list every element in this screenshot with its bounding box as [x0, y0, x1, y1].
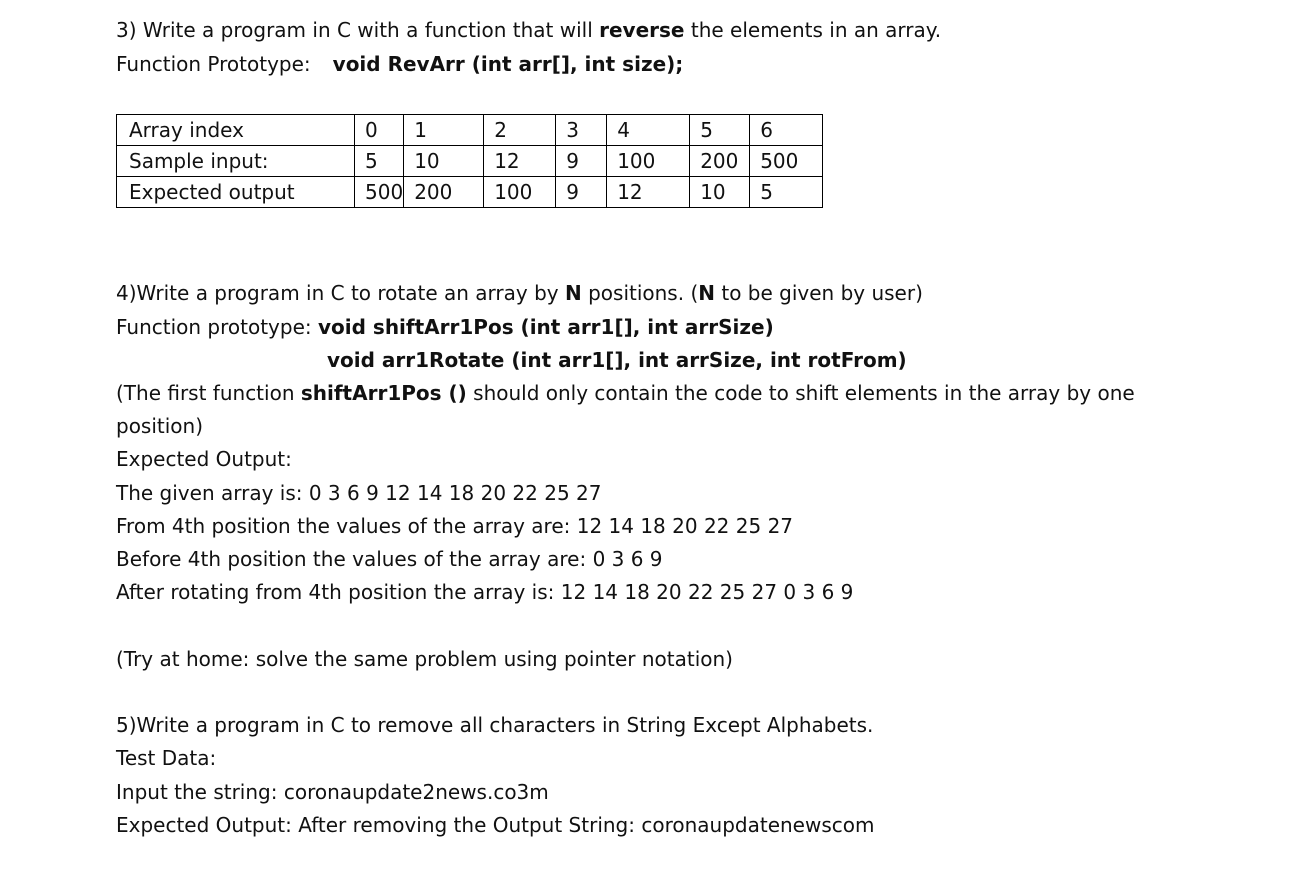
- table-cell: 3: [556, 115, 607, 146]
- q5-intro: 5)Write a program in C to remove all characters in String Except Alphabets.: [116, 713, 874, 737]
- table-cell: 100: [607, 146, 690, 177]
- q4-intro-text: 4)Write a program in C to rotate an array by: [116, 281, 565, 305]
- q4-note-bold: shiftArr1Pos (): [300, 381, 467, 405]
- q3-prototype-code: void RevArr (int arr[], int size);: [332, 52, 684, 76]
- table-cell: 9: [556, 177, 607, 208]
- q4-output-line-1: The given array is: 0 3 6 9 12 14 18 20 22 25 27: [116, 481, 602, 505]
- q5-output-line: Expected Output: After removing the Output String: coronaupdatenewscom: [116, 813, 875, 837]
- q4-output-line-2: From 4th position the values of the array are: 12 14 18 20 22 25 27: [116, 514, 794, 538]
- q3-intro-text-end: the elements in an array.: [684, 18, 942, 42]
- q4-note-continued: position): [116, 414, 204, 438]
- q3-prototype: [116, 50, 683, 78]
- table-cell: 5: [355, 146, 404, 177]
- q4-intro-mid: positions. (: [581, 281, 699, 305]
- q4-note-end: should only contain the code to shift elements in the array by one: [466, 381, 1135, 405]
- q3-prototype-label: Function Prototype:: [116, 52, 311, 76]
- q4-intro: [116, 279, 923, 307]
- table-cell: 200: [404, 177, 484, 208]
- q4-output-line-4: After rotating from 4th position the array is: 12 14 18 20 22 25 27 0 3 6 9: [116, 580, 854, 604]
- q4-intro-end: to be given by user): [715, 281, 923, 305]
- table-row: [117, 115, 823, 146]
- table-row: [117, 146, 823, 177]
- table-cell: 12: [607, 177, 690, 208]
- table-cell: 9: [556, 146, 607, 177]
- q5-input-line: Input the string: coronaupdate2news.co3m: [116, 780, 549, 804]
- q4-prototype-label: Function prototype:: [116, 315, 318, 339]
- table-cell: 500: [750, 146, 823, 177]
- table-cell: 100: [484, 177, 556, 208]
- table-cell: 200: [690, 146, 750, 177]
- table-cell: 500: [355, 177, 404, 208]
- table-cell: 5: [750, 177, 823, 208]
- q4-note: [116, 379, 1135, 407]
- q4-prototype-1: [116, 313, 774, 341]
- row-label: Array index: [117, 115, 355, 146]
- table-cell: 12: [484, 146, 556, 177]
- q4-intro-n: N: [564, 281, 582, 305]
- table-cell: 10: [404, 146, 484, 177]
- table-cell: 0: [355, 115, 404, 146]
- table-cell: 5: [690, 115, 750, 146]
- q3-intro: [116, 16, 941, 44]
- q4-try-at-home: (Try at home: solve the same problem using pointer notation): [116, 647, 733, 671]
- array-table: [116, 114, 823, 208]
- table-cell: 2: [484, 115, 556, 146]
- q4-prototype-code-2: void arr1Rotate (int arr1[], int arrSize, int rotFrom): [327, 348, 907, 372]
- q4-prototype-2: [327, 346, 907, 374]
- table-cell: 1: [404, 115, 484, 146]
- q4-note-text: (The first function: [116, 381, 301, 405]
- table-row: [117, 177, 823, 208]
- q3-intro-bold: reverse: [599, 18, 685, 42]
- q4-prototype-code-1: void shiftArr1Pos (int arr1[], int arrSize): [318, 315, 774, 339]
- q5-test-data-label: Test Data:: [116, 746, 217, 770]
- table-cell: 4: [607, 115, 690, 146]
- row-label: Sample input:: [117, 146, 355, 177]
- q3-intro-text: 3) Write a program in C with a function that will: [116, 18, 600, 42]
- q4-expected-label: Expected Output:: [116, 447, 292, 471]
- q4-intro-n-given: N: [698, 281, 715, 305]
- table-cell: 10: [690, 177, 750, 208]
- row-label: Expected output: [117, 177, 355, 208]
- q4-output-line-3: Before 4th position the values of the array are: 0 3 6 9: [116, 547, 663, 571]
- table-cell: 6: [750, 115, 823, 146]
